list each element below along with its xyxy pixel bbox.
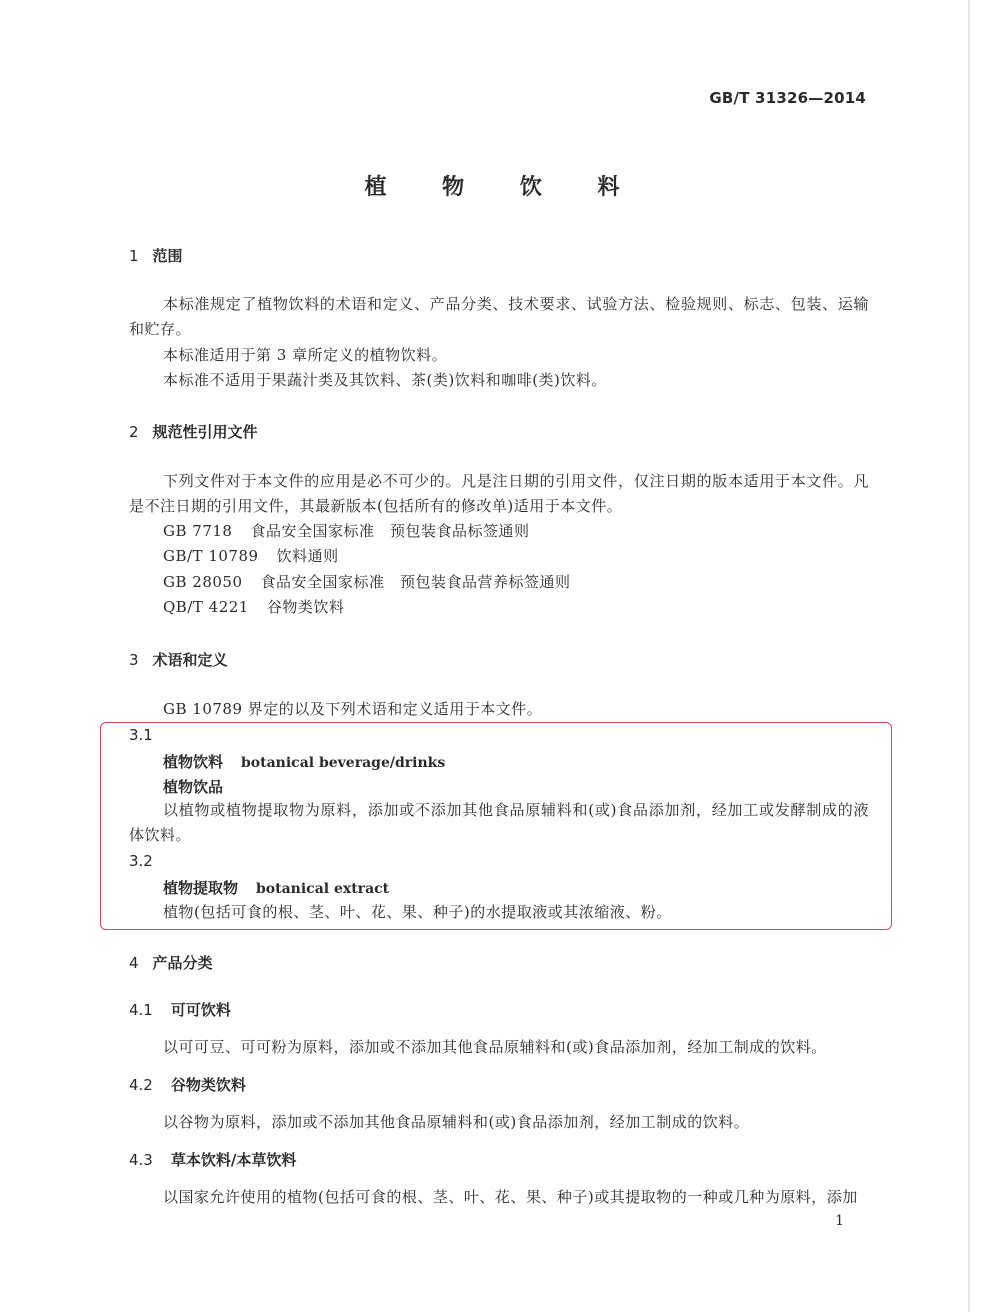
term-name-en: botanical beverage/drinks [241, 755, 446, 771]
subsection-title: 草本饮料/本草饮料 [170, 1151, 297, 1169]
term-number: 3.2 [129, 852, 153, 870]
subsection-4-2-heading [129, 1074, 246, 1095]
subsection-title: 可可饮料 [170, 1001, 231, 1019]
reference-code: GB 28050 [163, 573, 243, 591]
section-1-heading [129, 245, 183, 266]
page-number: 1 [835, 1213, 844, 1229]
reference-code: QB/T 4221 [163, 598, 249, 616]
subsection-4-1-heading [129, 999, 231, 1020]
term-number: 3.1 [129, 726, 153, 744]
section-number: 4 [129, 954, 139, 972]
paragraph: 本标准适用于第 3 章所定义的植物饮料。 [163, 346, 448, 364]
section-number: 1 [129, 247, 139, 265]
paragraph: 以国家允许使用的植物(包括可食的根、茎、叶、花、果、种子)或其提取物的一种或几种为原料，添加 [163, 1188, 858, 1206]
subsection-number: 4.1 [129, 1001, 153, 1019]
term-name [163, 877, 389, 898]
reference-code: GB/T 10789 [163, 547, 259, 565]
reference-title: 饮料通则 [276, 547, 339, 565]
paragraph: 本标准不适用于果蔬汁类及其饮料、茶(类)饮料和咖啡(类)饮料。 [163, 371, 607, 389]
term-definition: 植物(包括可食的根、茎、叶、花、果、种子)的水提取液或其浓缩液、粉。 [163, 903, 672, 921]
reference-title: 食品安全国家标准 预包装食品营养标签通则 [260, 573, 571, 591]
paragraph: 以谷物为原料，添加或不添加其他食品原辅料和(或)食品添加剂，经加工制成的饮料。 [163, 1113, 750, 1131]
paragraph: 下列文件对于本文件的应用是必不可少的。凡是注日期的引用文件，仅注日期的版本适用于本文件。凡是不注日期的引用文件，其最新版本(包括所有的修改单)适用于本文件。 [129, 472, 869, 515]
section-title: 规范性引用文件 [152, 423, 258, 441]
section-title: 术语和定义 [152, 651, 228, 669]
section-title: 产品分类 [152, 954, 213, 972]
section-3-heading [129, 649, 228, 670]
paragraph: GB 10789 界定的以及下列术语和定义适用于本文件。 [163, 700, 543, 718]
section-4-heading [129, 952, 213, 973]
reference-item [163, 520, 529, 541]
paragraph: 本标准规定了植物饮料的术语和定义、产品分类、技术要求、试验方法、检验规则、标志、包装、运输和贮存。 [129, 295, 869, 338]
section-title: 范围 [152, 247, 183, 265]
subsection-number: 4.2 [129, 1076, 153, 1094]
term-definition: 以植物或植物提取物为原料，添加或不添加其他食品原辅料和(或)食品添加剂，经加工或发酵制成的液体饮料。 [129, 801, 869, 844]
subsection-4-3-heading [129, 1149, 296, 1170]
document-title: 植 物 饮 料 [364, 175, 644, 200]
term-name-en: botanical extract [256, 881, 390, 897]
term-alt-name: 植物饮品 [163, 778, 224, 796]
reference-title: 谷物类饮料 [266, 598, 345, 616]
term-name-zh: 植物饮料 [163, 753, 224, 771]
section-number: 3 [129, 651, 139, 669]
reference-item [163, 571, 571, 592]
reference-item [163, 545, 339, 566]
section-number: 2 [129, 423, 139, 441]
reference-title: 食品安全国家标准 预包装食品标签通则 [250, 522, 530, 540]
term-name-zh: 植物提取物 [163, 879, 239, 897]
subsection-title: 谷物类饮料 [170, 1076, 246, 1094]
standard-code: GB/T 31326—2014 [709, 89, 866, 107]
term-name [163, 751, 445, 772]
subsection-number: 4.3 [129, 1151, 153, 1169]
reference-item [163, 596, 344, 617]
reference-code: GB 7718 [163, 522, 233, 540]
paragraph: 以可可豆、可可粉为原料，添加或不添加其他食品原辅料和(或)食品添加剂，经加工制成的饮料。 [163, 1038, 827, 1056]
section-2-heading [129, 421, 258, 442]
